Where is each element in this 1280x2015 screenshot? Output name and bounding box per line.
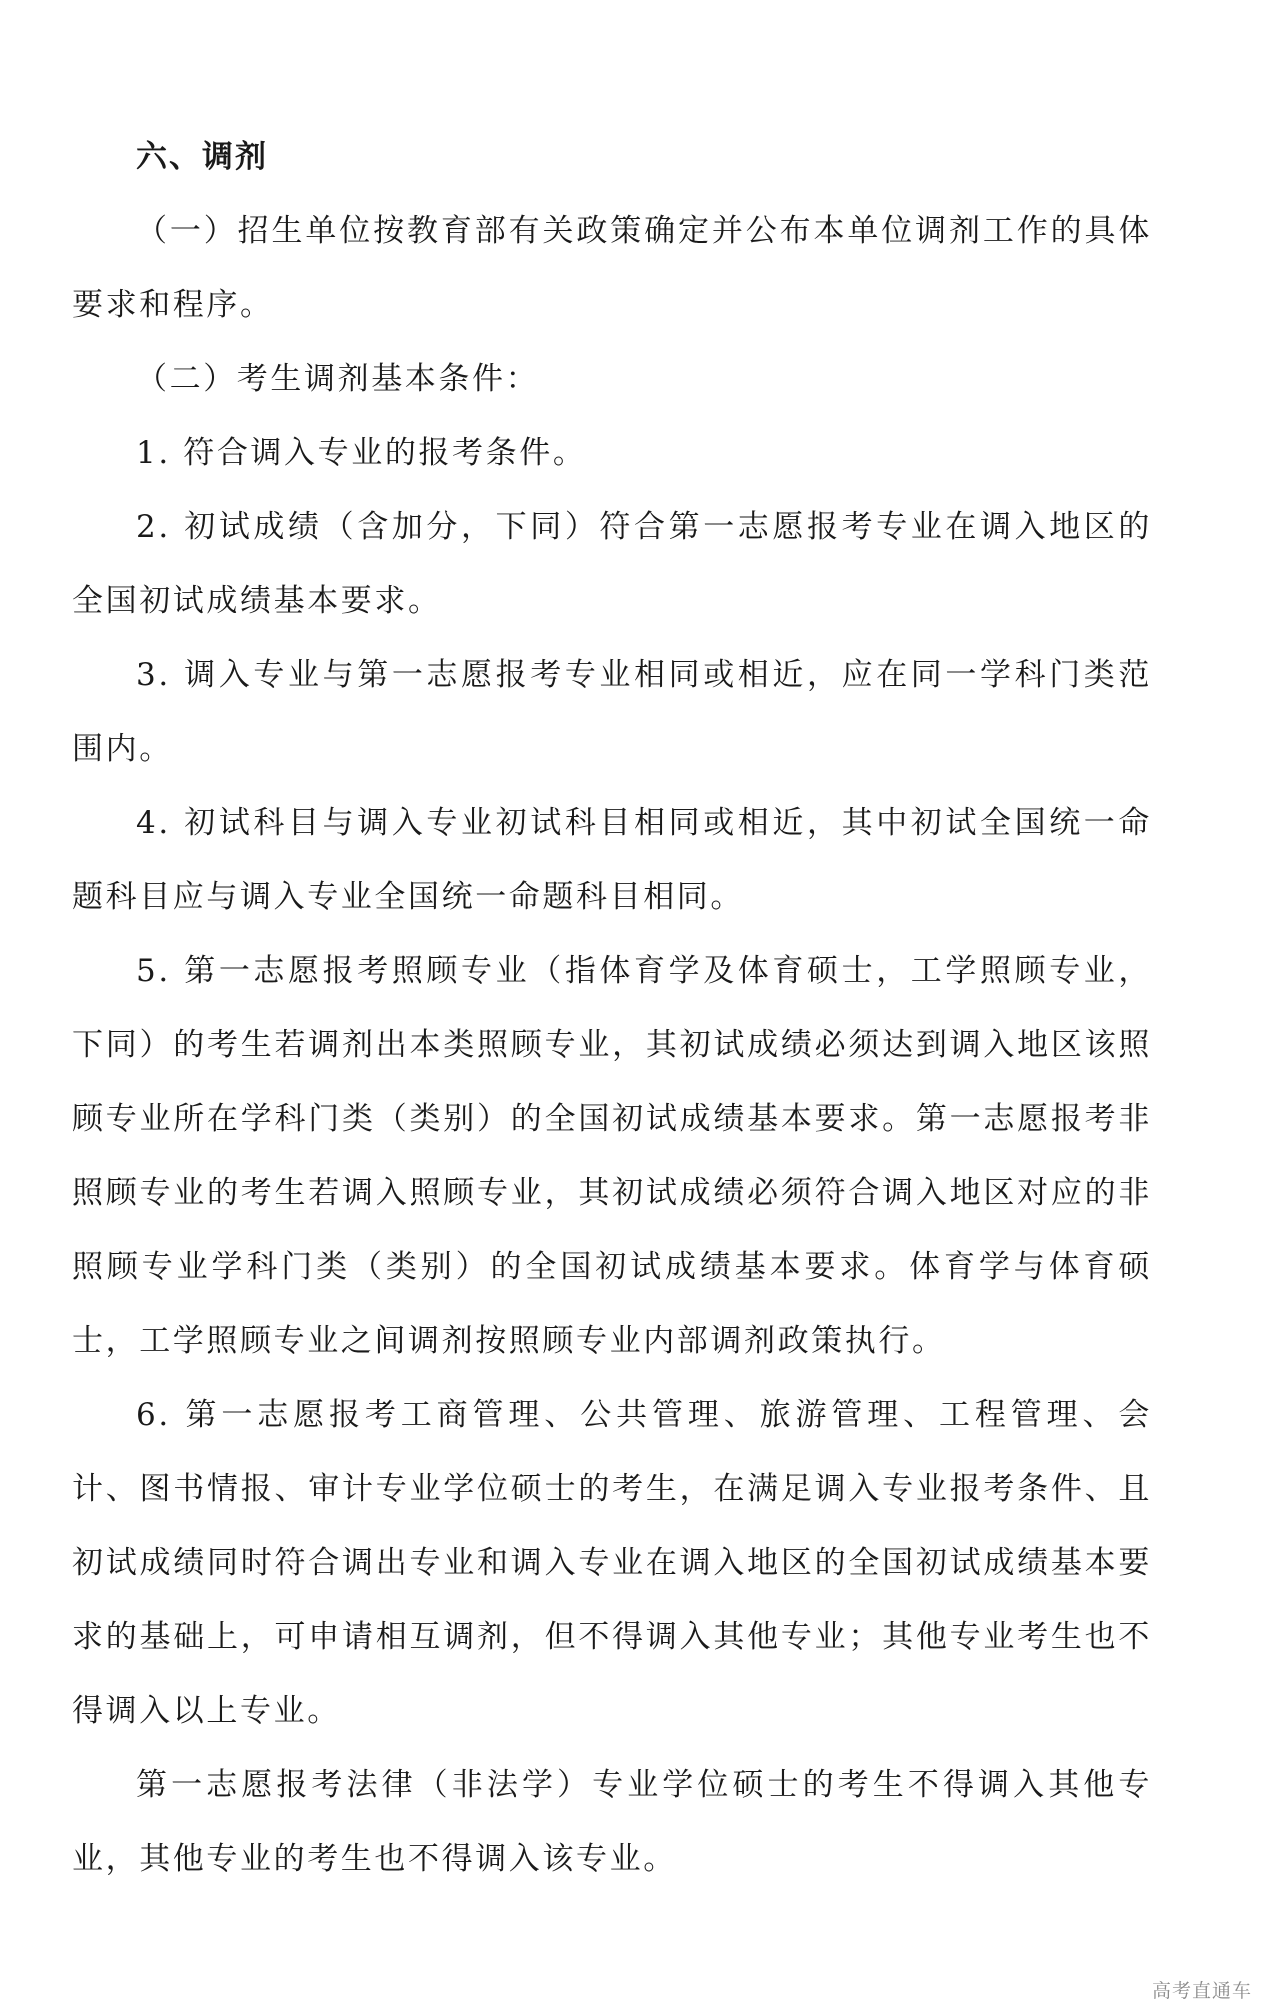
paragraph-condition-3: 3. 调入专业与第一志愿报考专业相同或相近，应在同一学科门类范围内。 — [72, 657, 1152, 767]
paragraph-condition-6: 6. 第一志愿报考工商管理、公共管理、旅游管理、工程管理、会计、图书情报、审计专业学位硕士的考生，在满足调入专业报考条件、且初试成绩同时符合调出专业和调入专业在调入地区的全国初试成绩基本要求的基础上，可申请相互调剂，但不得调入其他专业；其他专业考生也不得调入以上专业。 — [72, 1397, 1152, 1729]
paragraph-conditions-title: （二）考生调剂基本条件： — [136, 361, 540, 397]
paragraph-condition-4: 4. 初试科目与调入专业初试科目相同或相近，其中初试全国统一命题科目应与调入专业全国统一命题科目相同。 — [72, 805, 1152, 915]
paragraph-condition-2: 2. 初试成绩（含加分，下同）符合第一志愿报考专业在调入地区的全国初试成绩基本要求。 — [72, 509, 1152, 619]
paragraph-intro: （一）招生单位按教育部有关政策确定并公布本单位调剂工作的具体要求和程序。 — [72, 213, 1152, 323]
paragraph-law-note: 第一志愿报考法律（非法学）专业学位硕士的考生不得调入其他专业，其他专业的考生也不得调入该专业。 — [72, 1767, 1152, 1877]
watermark-text: 高考直通车 — [1151, 1980, 1252, 2002]
document-page — [72, 120, 1152, 1896]
section-heading: 六、调剂 — [136, 139, 268, 175]
paragraph-condition-1: 1. 符合调入专业的报考条件。 — [136, 435, 587, 471]
paragraph-condition-5: 5. 第一志愿报考照顾专业（指体育学及体育硕士，工学照顾专业，下同）的考生若调剂出本类照顾专业，其初试成绩必须达到调入地区该照顾专业所在学科门类（类别）的全国初试成绩基本要求。第一志愿报考非照顾专业的考生若调入照顾专业，其初试成绩必须符合调入地区对应的非照顾专业学科门类（类别）的全国初试成绩基本要求。体育学与体育硕士，工学照顾专业之间调剂按照顾专业内部调剂政策执行。 — [72, 953, 1152, 1359]
